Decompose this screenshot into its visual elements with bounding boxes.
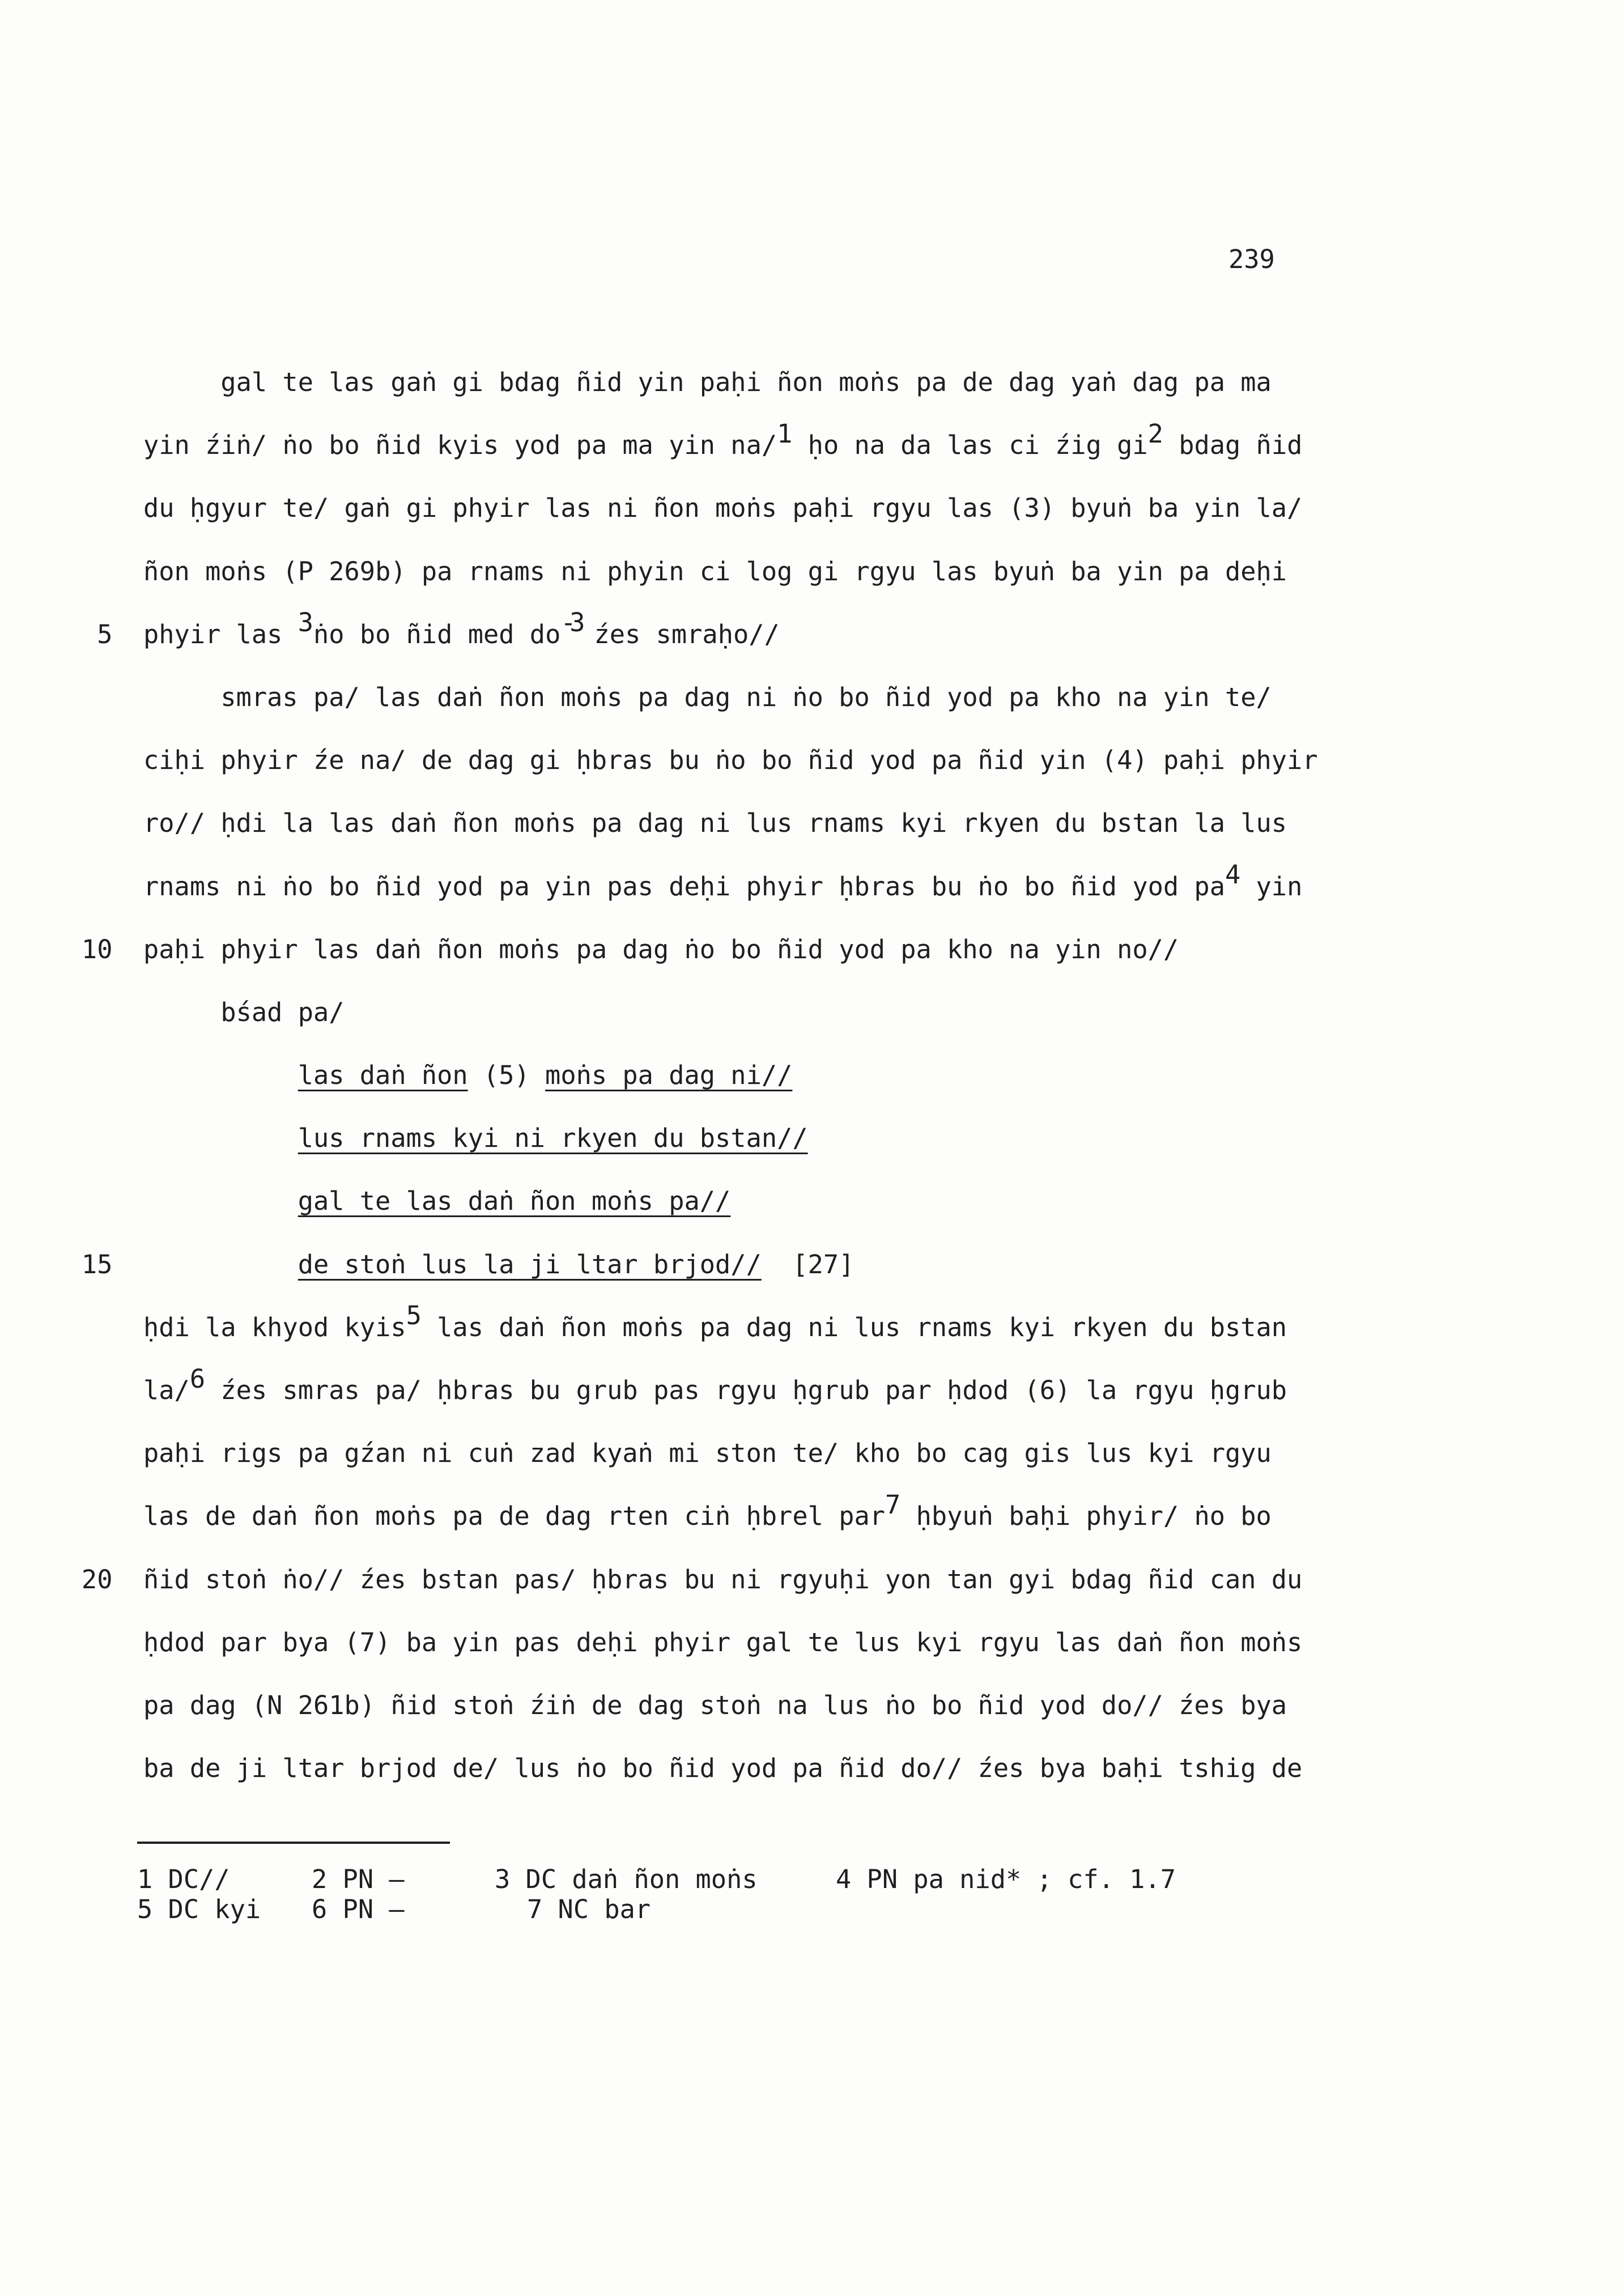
line-text: bdag ñid — [1163, 430, 1303, 461]
line-text: bśad pa/ — [220, 997, 345, 1027]
verse-text: de stoṅ lus la ji ltar brjod// — [297, 1249, 762, 1279]
line-text: ḥbyuṅ baḥi phyir/ ṅo bo — [900, 1501, 1272, 1532]
footnote-5: 5 DC kyi — [137, 1894, 261, 1924]
footnote-1: 1 DC// — [137, 1864, 230, 1894]
margin-line-number: 20 — [81, 1564, 113, 1595]
text-line-16 — [143, 1296, 1447, 1359]
footnote-marker: 4 — [1225, 860, 1241, 890]
text-line-2 — [143, 414, 1447, 477]
line-text: źes smras pa/ ḥbras bu grub pas rgyu ḥgrub par ḥdod (6) la rgyu ḥgrub — [205, 1375, 1287, 1405]
footnote-marker: 7 — [885, 1490, 901, 1520]
footnote-marker: 5 — [406, 1300, 422, 1331]
line-text: ḥo na da las ci źig gi — [792, 430, 1148, 461]
line-text: ciḥi phyir źe na/ de dag gi ḥbras bu ṅo bo ñid yod pa ñid yin (4) paḥi phyir — [143, 745, 1318, 776]
line-text: pa dag (N 261b) ñid stoṅ źiṅ de dag stoṅ na lus ṅo bo ñid yod do// źes bya — [143, 1690, 1287, 1720]
text-line-7 — [143, 729, 1447, 792]
line-text: ḥdi la khyod kyis — [143, 1312, 406, 1342]
body-text — [81, 351, 1447, 1800]
text-line-1 — [143, 351, 1447, 414]
line-text: paḥi rigs pa gźan ni cuṅ zad kyaṅ mi ston te/ kho bo cag gis lus kyi rgyu — [143, 1438, 1272, 1469]
footnote-7: 7 NC bar — [527, 1894, 651, 1924]
verse-reference: [27] — [761, 1249, 854, 1279]
verse-line-1 — [143, 1044, 1447, 1107]
line-text: źes smraḥo// — [579, 619, 780, 649]
line-text: ñon moṅs (P 269b) pa rnams ni phyin ci log gi rgyu las byuṅ ba yin pa deḥi — [143, 556, 1287, 586]
footnote-marker: 6 — [189, 1363, 206, 1394]
text-line-19 — [143, 1485, 1447, 1547]
line-text: yin źiṅ/ ṅo bo ñid kyis yod pa ma yin na/ — [143, 430, 777, 461]
text-line-10 — [81, 918, 1447, 981]
text-line-23 — [143, 1737, 1447, 1800]
margin-line-number: 10 — [81, 934, 113, 964]
line-text: du ḥgyur te/ gaṅ gi phyir las ni ñon moṅs paḥi rgyu las (3) byuṅ ba yin la/ — [143, 493, 1303, 524]
text-line-18 — [143, 1422, 1447, 1485]
line-text: rnams ni ṅo bo ñid yod pa yin pas deḥi phyir ḥbras bu ṅo bo ñid yod pa — [143, 871, 1225, 902]
text-line-6 — [143, 666, 1447, 729]
footnote-2: 2 PN — — [312, 1864, 405, 1894]
text-line-17 — [143, 1359, 1447, 1422]
footnote-marker: 1 — [777, 418, 793, 449]
text-line-22 — [143, 1674, 1447, 1737]
footnote-3: 3 DC daṅ ñon moṅs — [495, 1864, 758, 1894]
line-text: ṅo bo ñid med do — [313, 619, 561, 649]
text-line-21 — [143, 1611, 1447, 1674]
text-line-11 — [143, 981, 1447, 1044]
footnote-marker: 3 — [297, 607, 313, 638]
footnote-6: 6 PN — — [312, 1894, 405, 1924]
line-text: paḥi phyir las daṅ ñon moṅs pa dag ṅo bo ñid yod pa kho na yin no// — [143, 934, 1179, 964]
text-line-4 — [143, 540, 1447, 603]
line-text: ḥdod par bya (7) ba yin pas deḥi phyir gal te lus kyi rgyu las daṅ ñon moṅs — [143, 1627, 1303, 1657]
margin-line-number: 15 — [81, 1249, 113, 1279]
text-line-9 — [143, 855, 1447, 918]
line-text: ro// ḥdi la las daṅ ñon moṅs pa dag ni lus rnams kyi rkyen du bstan la lus — [143, 808, 1287, 839]
verse-line-4 — [81, 1233, 1447, 1296]
text-line-3 — [143, 477, 1447, 539]
footnote-separator — [137, 1842, 450, 1844]
text-line-8 — [143, 792, 1447, 854]
footnote-marker: -3 — [560, 607, 579, 638]
verse-text: gal te las daṅ ñon moṅs pa// — [297, 1186, 731, 1217]
verse-text: las daṅ ñon — [297, 1060, 468, 1091]
verse-line-3 — [143, 1170, 1447, 1232]
verse-text: lus rnams kyi ni rkyen du bstan// — [297, 1123, 808, 1154]
line-text: ba de ji ltar brjod de/ lus ṅo bo ñid yod pa ñid do// źes bya baḥi tshig de — [143, 1753, 1303, 1784]
line-text: phyir las — [143, 619, 298, 649]
line-text: smras pa/ las daṅ ñon moṅs pa dag ni ṅo bo ñid yod pa kho na yin te/ — [220, 682, 1272, 712]
line-text: la/ — [143, 1375, 190, 1405]
verse-line-2 — [143, 1107, 1447, 1170]
line-text: las daṅ ñon moṅs pa dag ni lus rnams kyi rkyen du bstan — [421, 1312, 1287, 1342]
line-text: gal te las gaṅ gi bdag ñid yin paḥi ñon moṅs pa de dag yaṅ dag pa ma — [220, 367, 1272, 397]
line-text: las de daṅ ñon moṅs pa de dag rten ciṅ ḥbrel par — [143, 1501, 886, 1532]
text-line-5 — [97, 603, 1447, 666]
page-number: 239 — [1228, 244, 1275, 274]
text-line-20 — [81, 1548, 1447, 1611]
footnote-4: 4 PN pa nid* ; cf. 1.7 — [836, 1864, 1176, 1894]
footnotes — [137, 1864, 1384, 1927]
margin-line-number: 5 — [97, 619, 113, 649]
verse-text: moṅs pa dag ni// — [545, 1060, 793, 1091]
line-text: ñid stoṅ ṅo// źes bstan pas/ ḥbras bu ni rgyuḥi yon tan gyi bdag ñid can du — [143, 1564, 1303, 1595]
footnote-marker: 2 — [1147, 418, 1163, 449]
line-text: yin — [1240, 871, 1303, 902]
line-text: (5) — [467, 1060, 546, 1091]
